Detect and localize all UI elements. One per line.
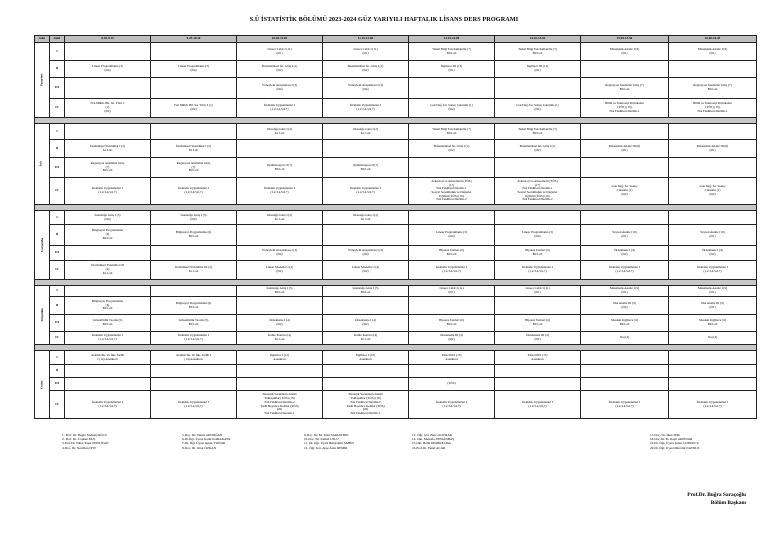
course-cell: Regresyon Analizine Giriş (7) Bil Lab bbox=[581, 78, 669, 99]
page-title: S.Ü İSTATİSTİK BÖLÜMÜ 2023-2024 GÜZ YARIYILI HAFTALIK LİSANS DERS PROGRAMI bbox=[249, 16, 519, 23]
course-cell bbox=[65, 378, 151, 391]
course-cell: Lineer Modeller I (4) (D2) bbox=[237, 261, 323, 280]
class-level: II bbox=[50, 297, 65, 315]
course-cell: Hipotez Testleri (6) Bil Lab bbox=[409, 315, 495, 332]
course-cell: Olasılığa Giriş I (2) İst. Lab bbox=[323, 124, 409, 140]
instructor-name: 18-Doç.Dr. M. Raşit AKPINAR bbox=[650, 437, 693, 442]
course-cell: Örnekleme I (4) (D2) bbox=[669, 246, 757, 261]
course-cell: Optimizasyon II (7) Bil Lab bbox=[237, 158, 323, 178]
course-cell: Optimizasyon II (7) Bil Lab bbox=[323, 158, 409, 178]
course-cell bbox=[581, 211, 669, 225]
course-cell: Fen Mühh. Bil. İst. Yönt. I (1) (D2) bbox=[65, 99, 151, 118]
day-name: Salı bbox=[39, 161, 44, 167]
column-header: Sınıf bbox=[50, 36, 65, 43]
course-cell: Türk Dili I (15) Asenkron bbox=[495, 351, 581, 365]
table-row bbox=[35, 391, 757, 419]
course-cell: Matematiksel İst. Giriş I (1) (D2) bbox=[323, 61, 409, 78]
course-cell: Örnekleme I (4) (D2) bbox=[323, 315, 409, 332]
course-cell: İngilizce I (12) Asenkron bbox=[237, 351, 323, 365]
table-row bbox=[35, 315, 757, 332]
course-cell: Regresyon Analizine Giriş (7) Bil Lab bbox=[669, 78, 757, 99]
course-cell: Hipotez Testleri (6) Bil Lab bbox=[409, 246, 495, 261]
course-cell bbox=[409, 211, 495, 225]
course-cell: Yöneylem Araştırması I (3) (D4) bbox=[237, 246, 323, 261]
course-cell bbox=[151, 365, 237, 378]
schedule-table bbox=[34, 35, 757, 419]
day-label bbox=[35, 211, 50, 280]
course-cell: Mesleki İngilizce (6) Bil Lab bbox=[581, 315, 669, 332]
course-cell bbox=[151, 378, 237, 391]
class-level: III bbox=[50, 158, 65, 178]
course-cell: Lineer Programlama (3) (D4) bbox=[409, 225, 495, 246]
course-cell: Yöneylem Araştırması I (3) (D4) bbox=[323, 246, 409, 261]
course-cell: İstatistik Uygulamaları I (1,2,3,4,5,6,7) bbox=[151, 332, 237, 345]
instructor-name: 9-Doç. Dr. M. Talat SARIAYDIN bbox=[304, 433, 349, 437]
table-row bbox=[35, 332, 757, 345]
course-cell: İstatistik Uygulamaları I (1,2,3,4,5,6,7) bbox=[323, 99, 409, 118]
course-cell: Olasılığa Giriş I (2) İst. Lab bbox=[237, 124, 323, 140]
course-cell: Matematik Analiz III (9) (D1) bbox=[669, 140, 757, 158]
course-cell bbox=[65, 246, 151, 261]
course-cell: Sayısal Analiz (10) (D1) bbox=[669, 225, 757, 246]
course-cell: Matematik Analiz I (9) (D1) bbox=[669, 43, 757, 61]
course-cell: Bilgisayar Programlama (6) Bil Lab bbox=[65, 297, 151, 315]
instructor-column bbox=[182, 433, 231, 450]
course-cell bbox=[669, 351, 757, 365]
column-header: 8.30-9.15 bbox=[65, 36, 151, 43]
course-cell bbox=[409, 297, 495, 315]
day-label bbox=[35, 43, 50, 118]
course-cell: İstatistiğe Giriş I (5) Bil Lab bbox=[237, 286, 323, 297]
course-cell bbox=[65, 286, 151, 297]
course-cell: Ekolojik Sorunların İslami Yaklaşımlar (TÖS) (18) Fen Fakültesi Derslik-2 Tarih Boyunca Kentler (TÖS) (20) Fen Fakültesi Derslik-1 bbox=[323, 391, 409, 419]
course-cell: İstatistik Uygulamaları I (1,2,3,4,5,6,7) bbox=[65, 178, 151, 205]
instructor-name: 12- Öğr. Gör. Ayşe Arzu DEMİR bbox=[304, 445, 348, 450]
course-cell: İstatistik Uygulamaları I (1,2,3,4,5,6,7) bbox=[151, 178, 237, 205]
course-cell bbox=[151, 124, 237, 140]
course-cell bbox=[151, 78, 237, 99]
instructor-column bbox=[650, 433, 700, 450]
class-level: IV bbox=[50, 99, 65, 118]
day-name: Perşembe bbox=[39, 308, 44, 322]
course-cell: Bilim ve Teknoloji Politikaları (TÖS) (19) Fen Fakültesi Derslik-1 bbox=[669, 99, 757, 118]
course-cell: Örnekleme I (4) (D2) bbox=[581, 246, 669, 261]
course-cell: İstatistiğe Giriş I (5) (D4) bbox=[151, 211, 237, 225]
course-cell: Lineer Cebir I (11) (D1) bbox=[495, 286, 581, 297]
class-level: IV bbox=[50, 261, 65, 280]
course-cell: Lineer Programlama (3) (D4) bbox=[151, 61, 237, 78]
course-cell: Kalite Kontrol (4) İst. Lab bbox=[323, 332, 409, 345]
course-cell: Temel Bilgi Tek Kullanımı (7) Bil Lab bbox=[495, 124, 581, 140]
course-cell bbox=[581, 158, 669, 178]
class-level: IV bbox=[50, 332, 65, 345]
course-cell: Temel Bilgi Tek Kullanımı (7) Bil Lab bbox=[409, 124, 495, 140]
course-cell: İstatistik Uygulamaları I (1,2,3,4,5,6,7) bbox=[237, 178, 323, 205]
course-cell: Örnekleme III (4) (D2) bbox=[409, 332, 495, 345]
course-cell bbox=[65, 43, 151, 61]
course-cell: İstatistiksel Yazılımlar III (2) İst. Lab bbox=[65, 261, 151, 280]
course-cell: Çok Değ. İst. Sonuç Çıkarımı (1) (D2) bbox=[409, 99, 495, 118]
class-level: III bbox=[50, 315, 65, 332]
course-cell: Bilgisayar Programlama (6) Bil Lab bbox=[65, 225, 151, 246]
column-header: 11.15-12.00 bbox=[323, 36, 409, 43]
instructor-column bbox=[412, 433, 454, 450]
class-level: I bbox=[50, 351, 65, 365]
course-cell bbox=[581, 378, 669, 391]
instructor-name: 17-Doç. Dr. İlker IŞIK bbox=[650, 433, 680, 437]
course-cell bbox=[323, 378, 409, 391]
header-row bbox=[35, 36, 757, 43]
course-cell: İstatistik Uygulamaları I (1,2,3,4,5,6,7) bbox=[65, 332, 151, 345]
course-cell bbox=[495, 158, 581, 178]
course-cell bbox=[495, 297, 581, 315]
course-cell: Atatürk İlk. Ve İnk. Tarihi I (14) Asenkron bbox=[151, 351, 237, 365]
signature-name: Prof.Dr. Buğra Saraçoğlu bbox=[687, 492, 746, 498]
instructor-name: 2- Prof. Dr. Coşkun KUŞ bbox=[62, 437, 96, 442]
course-cell: Staj (4) bbox=[581, 332, 669, 345]
course-cell: Yöneylem Araştırması I (3) (D4) bbox=[237, 78, 323, 99]
course-cell: Örnekleme III (4) (D2) bbox=[495, 332, 581, 345]
course-cell: Matematik Analiz I (9) (D1) bbox=[669, 286, 757, 297]
course-cell: İngilizce III (13) (D1) bbox=[495, 61, 581, 78]
course-cell: Temel Bilgi Tek Kullanımı (7) Bil Lab bbox=[409, 43, 495, 61]
signature-role: Bölüm Başkanı bbox=[710, 499, 746, 506]
course-cell: İstatistik Uygulamaları I (1,2,3,4,5,6,7) bbox=[409, 391, 495, 419]
table-row bbox=[35, 78, 757, 99]
course-cell bbox=[581, 351, 669, 365]
course-cell bbox=[323, 297, 409, 315]
course-cell bbox=[237, 365, 323, 378]
instructor-name: 4-Doç. Dr. Neslihan İYİT bbox=[62, 445, 96, 450]
instructor-name: 19-Dr. Öğr. Üyesi Zehra ÇUBUKCU bbox=[650, 441, 700, 446]
course-cell: Örnekleme I (4) (D2) bbox=[237, 315, 323, 332]
course-cell: İstatistiksel Yazılımlar I (2) İst Lab bbox=[151, 140, 237, 158]
day-label bbox=[35, 286, 50, 345]
instructor-name: 20-Dr. Öğr. Üyesi Mücahit NAVRUZ bbox=[650, 445, 700, 450]
course-cell: Regresyon Analizine Giriş (7) Bil Lab bbox=[65, 158, 151, 178]
schedule-body bbox=[35, 43, 757, 419]
course-cell: Olasılığa Giriş I (2) İst. Lab bbox=[237, 211, 323, 225]
course-cell: Lineer Cebir I (11) (D1) bbox=[237, 43, 323, 61]
table-row bbox=[35, 297, 757, 315]
course-cell bbox=[237, 297, 323, 315]
class-level: II bbox=[50, 140, 65, 158]
instructor-column bbox=[304, 433, 354, 450]
course-cell: Matematik Analiz I (9) (D1) bbox=[581, 286, 669, 297]
course-cell: Olasılığa Giriş I (2) İst. Lab bbox=[323, 211, 409, 225]
course-cell: Matematiksel İst. Giriş I (1) (D2) bbox=[409, 140, 495, 158]
course-cell: İngilizce III (13) (D1) bbox=[409, 61, 495, 78]
day-name: Çarşamba bbox=[40, 237, 45, 253]
class-level: IV bbox=[50, 178, 65, 205]
course-cell bbox=[65, 124, 151, 140]
course-cell bbox=[237, 140, 323, 158]
course-cell: Lineer Cebir I (11) (D1) bbox=[409, 286, 495, 297]
course-cell bbox=[669, 378, 757, 391]
course-cell bbox=[409, 365, 495, 378]
class-level: II bbox=[50, 365, 65, 378]
course-cell bbox=[495, 211, 581, 225]
class-level: III bbox=[50, 246, 65, 261]
class-level: I bbox=[50, 43, 65, 61]
instructor-name: 10-Doç. Dr. Kemal USLU bbox=[304, 437, 339, 442]
course-cell: Matematik Analiz I (9) (D1) bbox=[581, 43, 669, 61]
table-row bbox=[35, 158, 757, 178]
course-cell: İstatistik Uygulamaları I (1,2,3,4,5,6,7) bbox=[65, 391, 151, 419]
course-cell: İstatistik Uygulamaları I (1,2,3,4,5,6,7) bbox=[237, 99, 323, 118]
instructor-name: 15-Okt. Betül DEMİRELMA bbox=[412, 441, 451, 446]
course-cell: Ekolojik Sorunların İslami Yaklaşımlar (TÖS) (18) Fen Fakültesi Derslik-2 Tarih Boyunca Kentler (TÖS) (20) Fen Fakültesi Derslik-1 bbox=[237, 391, 323, 419]
class-level: III bbox=[50, 378, 65, 391]
course-cell: Kalite Kontrol (4) İst. Lab bbox=[237, 332, 323, 345]
course-cell bbox=[151, 286, 237, 297]
column-header: 14.10-14.55 bbox=[495, 36, 581, 43]
day-name: Pazartesi bbox=[39, 73, 44, 87]
course-cell: Güvenilirlik Teorisi (5) Bil Lab bbox=[151, 315, 237, 332]
course-cell bbox=[237, 225, 323, 246]
course-cell bbox=[581, 365, 669, 378]
course-cell: Mat Analiz III (9) (D1) bbox=[669, 297, 757, 315]
course-cell bbox=[669, 365, 757, 378]
course-cell: İstatistik Uygulamaları I (1,2,3,4,5,6,7) bbox=[495, 261, 581, 280]
course-cell: Regresyon Analizine Giriş (7) Bil Lab bbox=[151, 158, 237, 178]
course-cell: Lineer Cebir I (11) (D1) bbox=[323, 43, 409, 61]
course-cell: Matematiksel İst. Giriş I (1) (D2) bbox=[495, 140, 581, 158]
course-cell bbox=[495, 78, 581, 99]
course-cell: Matematik Analiz III (9) (D1) bbox=[581, 140, 669, 158]
course-cell bbox=[409, 158, 495, 178]
instructor-name: 7-Dr. Öğr. Üyesi Aynur YONAR bbox=[182, 441, 226, 446]
course-cell: Fen Mühh. Bil. İst. Yönt. I (1) (D2) bbox=[151, 99, 237, 118]
course-cell bbox=[65, 78, 151, 99]
column-header: 10.20-11.05 bbox=[237, 36, 323, 43]
course-cell bbox=[495, 365, 581, 378]
table-row bbox=[35, 351, 757, 365]
instructor-name: 13- Öğr. Gör. Burcu KIVRAK bbox=[412, 433, 453, 437]
course-cell: Mat Analiz III (9) (D2) bbox=[581, 297, 669, 315]
instructor-name: 5-Doç. Dr. Yunus AKDOĞAN bbox=[182, 433, 223, 437]
course-cell: Çok Değ. İst. Sonuç Çıkarımı (1) (D2) bbox=[495, 99, 581, 118]
course-cell: Lineer Programlama (3) (D4) bbox=[495, 225, 581, 246]
course-cell bbox=[237, 378, 323, 391]
course-cell bbox=[323, 365, 409, 378]
course-cell: Bilim ve Teknoloji Politikaları (TÖS) (19) Fen Fakültesi Derslik-1 bbox=[581, 99, 669, 118]
course-cell: Lineer Modeller I (4) (D2) bbox=[323, 261, 409, 280]
course-cell: Temel Bilgi Tek Kullanımı (7) Bil Lab bbox=[495, 43, 581, 61]
course-cell: Arkeoloji ve Arkeometri (TÖS) (17) Fen Fakültesi Derslik-1 Sosyal Sorumluluk ve Değerler Eğitimi (TÖS) (16) Fen Fakültesi Derslik-2 bbox=[495, 178, 581, 205]
instructor-name: 14- Okt. Mustafa ZENGİNBAŞ bbox=[412, 437, 455, 442]
class-level: I bbox=[50, 124, 65, 140]
course-cell bbox=[65, 365, 151, 378]
course-cell bbox=[323, 225, 409, 246]
instructor-name: 16-Prof.Dr. Yusuf ACAR bbox=[412, 445, 446, 450]
course-cell bbox=[669, 211, 757, 225]
course-cell: Lineer Programlama (3) (D4) bbox=[65, 61, 151, 78]
table-row bbox=[35, 124, 757, 140]
course-cell bbox=[669, 61, 757, 78]
course-cell: İstatistik Uygulamaları I (1,2,3,4,5,6,7) bbox=[323, 178, 409, 205]
course-cell: İstatistik Uygulamaları I (1,2,3,4,5,6,7) bbox=[669, 391, 757, 419]
class-level: II bbox=[50, 61, 65, 78]
instructor-name: 3-Prof.Dr. Nihat Yaşar PEHLİVAN bbox=[62, 441, 109, 446]
course-cell: Bilgisayar Programlama (6) Bil Lab bbox=[151, 297, 237, 315]
course-cell: Hipotez Testleri (6) Bil Lab bbox=[495, 315, 581, 332]
course-cell bbox=[581, 124, 669, 140]
day-label bbox=[35, 124, 50, 205]
table-row bbox=[35, 261, 757, 280]
course-cell: İstatistiğe Giriş I (5) Bil Lab bbox=[323, 286, 409, 297]
course-cell: Türk Dili I (15) Asenkron bbox=[409, 351, 495, 365]
class-level: I bbox=[50, 211, 65, 225]
class-level: II bbox=[50, 225, 65, 246]
table-row bbox=[35, 140, 757, 158]
course-cell bbox=[669, 158, 757, 178]
course-cell: İstatistik Uygulamaları I (1,2,3,4,5,6,7) bbox=[581, 391, 669, 419]
column-header: 9.25-10.10 bbox=[151, 36, 237, 43]
column-header: 13.15-14.00 bbox=[409, 36, 495, 43]
course-cell bbox=[669, 124, 757, 140]
table-row bbox=[35, 61, 757, 78]
course-cell: Mesleki İngilizce (6) Bil Lab bbox=[669, 315, 757, 332]
table-row bbox=[35, 178, 757, 205]
course-cell: Hipotez Testleri (6) Bil Lab bbox=[495, 246, 581, 261]
course-cell: İstatistik Uygulamaları I (1,2,3,4,5,6,7) bbox=[409, 261, 495, 280]
column-header: 15.05-15.50 bbox=[581, 36, 669, 43]
course-cell: Çok Değ. İst. Sonuç Çıkarımı (1) (D2) bbox=[581, 178, 669, 205]
course-cell bbox=[409, 78, 495, 99]
course-cell: İstatistiksel Yazılımlar III (2) İst. Lab bbox=[151, 261, 237, 280]
course-cell: İstatistik Uygulamaları I (1,2,3,4,5,6,7) bbox=[669, 261, 757, 280]
course-cell bbox=[151, 43, 237, 61]
course-cell: İstatistiğe Giriş I (5) (D4) bbox=[65, 211, 151, 225]
table-row bbox=[35, 211, 757, 225]
course-cell: İstatistik Uygulamaları I (1,2,3,4,5,6,7) bbox=[151, 391, 237, 419]
table-row bbox=[35, 99, 757, 118]
instructor-name: 8-Doç. Dr. Onur ÖZKAN bbox=[182, 445, 216, 450]
course-cell: İstatistik Uygulamaları I (1,2,3,4,5,6,7) bbox=[581, 261, 669, 280]
course-cell bbox=[323, 140, 409, 158]
course-cell: Bilgisayar Programlama (6) Bil Lab bbox=[151, 225, 237, 246]
instructor-column bbox=[62, 433, 108, 450]
table-row bbox=[35, 378, 757, 391]
class-level: IV bbox=[50, 391, 65, 419]
instructor-name: 6-Dr.Öğr. Üyesi Kadir KARAKAYA bbox=[182, 437, 231, 442]
course-cell: İstatistiksel Yazılımlar I (2) İst Lab bbox=[65, 140, 151, 158]
class-level: I bbox=[50, 286, 65, 297]
course-cell: Yöneylem Araştırması I (3) (D4) bbox=[323, 78, 409, 99]
course-cell: Matematiksel İst. Giriş I (1) (D2) bbox=[237, 61, 323, 78]
table-row bbox=[35, 365, 757, 378]
day-label bbox=[35, 351, 50, 419]
column-header: 16.00-16.45 bbox=[669, 36, 757, 43]
course-cell bbox=[495, 378, 581, 391]
instructor-name: 1- Prof. Dr. Buğra SARAÇOĞLU bbox=[62, 433, 107, 437]
course-cell: Arkeoloji ve Arkeometri (TÖS) (17) Fen Fakültesi Derslik-1 Sosyal Sorumluluk ve Değerler Eğitimi (TÖS) (16) Fen Fakültesi Derslik-2 bbox=[409, 178, 495, 205]
course-cell bbox=[151, 246, 237, 261]
class-level: III bbox=[50, 78, 65, 99]
course-cell: Atatürk İlk. Ve İnk. Tarihi I (14) Asenkron bbox=[65, 351, 151, 365]
course-cell: Sayısal Analiz (10) (D1) bbox=[581, 225, 669, 246]
table-row bbox=[35, 43, 757, 61]
course-cell: İstatistik Uygulamaları I (1,2,3,4,5,6,7) bbox=[495, 391, 581, 419]
course-cell: Staj (4) bbox=[669, 332, 757, 345]
instructor-name: 11- Dr. Öğr. Üyesi Bünyamin ŞAHİN bbox=[304, 441, 354, 446]
course-cell: (TÖS) bbox=[409, 378, 495, 391]
course-cell bbox=[581, 61, 669, 78]
day-name: Cuma bbox=[39, 380, 44, 389]
signature-block bbox=[687, 492, 746, 507]
course-cell: İngilizce I (12) Asenkron bbox=[323, 351, 409, 365]
table-row bbox=[35, 246, 757, 261]
course-cell: Güvenilirlik Teorisi (5) Bil Lab bbox=[65, 315, 151, 332]
table-row bbox=[35, 225, 757, 246]
table-row bbox=[35, 286, 757, 297]
column-header: Gün bbox=[35, 36, 50, 43]
course-cell: Çok Değ. İst. Sonuç Çıkarımı (1) (D2) bbox=[669, 178, 757, 205]
